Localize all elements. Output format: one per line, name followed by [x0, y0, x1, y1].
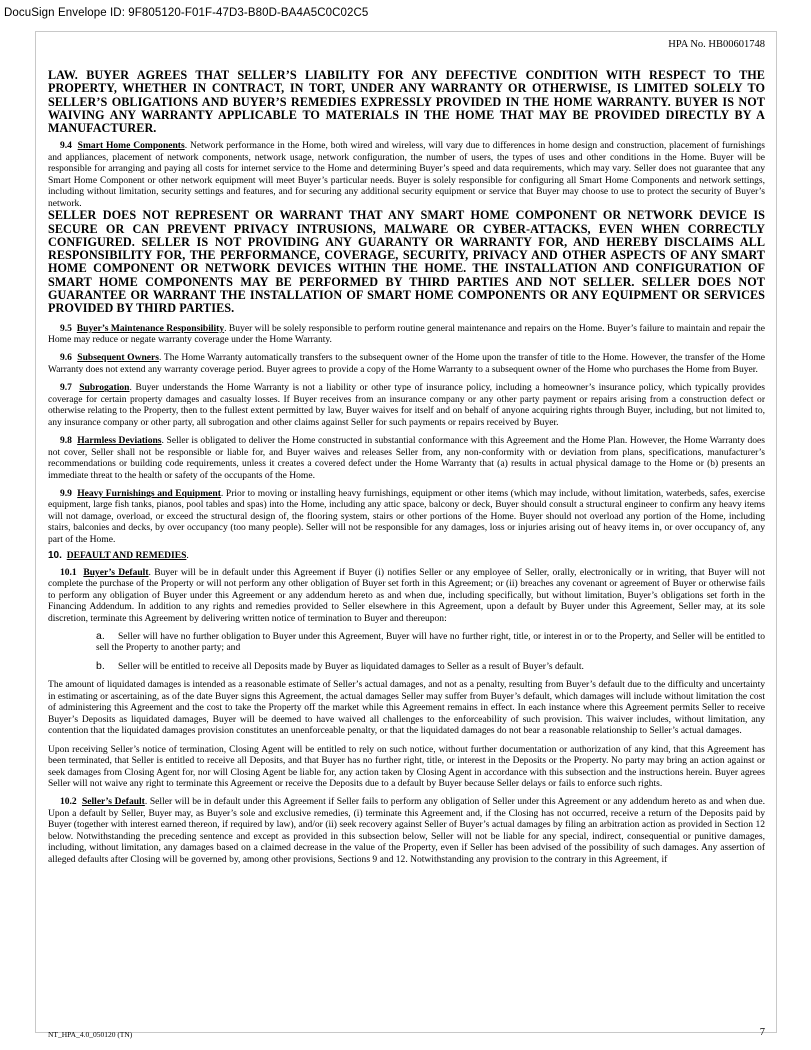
list-item-b	[48, 661, 765, 672]
section-9-8	[48, 435, 765, 481]
section-10-1	[48, 567, 765, 624]
form-id: NT_HPA_4.0_050120 (TN)	[48, 1030, 133, 1039]
section-number: 9.4	[60, 140, 72, 152]
liquidated-damages-paragraph: The amount of liquidated damages is intended as a reasonable estimate of Seller’s actual damages, and not as a penalty, resulting from Buyer’s default due to the difficulty and uncertainty in estimating or ascertaining, as of the date Buyer signs this Agreement, the actual damages Seller may suffer from Buyer’s default, which damages will include without limitation the cost of administering this Agreement and the cost to take the Property off the market while this Agreement remains in effect. In each instance where this Agreement permits Seller to receive Buyer’s Deposits as liquidated damages, Buyer will be deemed to have waived all challenges to the enforceability of such provision. This waiver includes, without limitation, any contention that the liquidated damages provision constitutes an unenforceable penalty, or that the liquidated damages do not bear a reasonable relationship to Seller’s actual damages.	[48, 679, 765, 737]
section-text: . Buyer understands the Home Warranty is not a liability or other type of insurance policy, including a homeowner’s insurance policy, which typically provides coverage for certain property damages and casualty losses. If Buyer receives from an insurance company or any other party payment or repairs arising from a construction defect or otherwise relating to the Property, then to the fullest extent permitted by law, Buyer waives for itself and on behalf of anyone acquiring rights through Buyer, including, but not limited to, any insurance company or other party, all subrogation and other claims against Seller for such payments or repairs received by Buyer.	[48, 382, 765, 428]
section-title: Seller’s Default	[81, 796, 145, 808]
section-heading-tail: .	[186, 550, 189, 562]
section-text: . Buyer will be in default under this Agreement if Buyer (i) notifies Seller or any employee of Seller, orally, electronically or in writing, that Buyer will not complete the purchase of the Property or will not perform any other obligation of Buyer set forth in this Agreement; or (ii) breaches any covenant or agreement of Buyer or otherwise fails to perform any obligation of Buyer under this Agreement or any addendum hereto as and when due, including specifically, but without limitation, Buyer’s obligations set forth in the Financing Addendum. In addition to any rights and remedies provided to Seller elsewhere in this Agreement, upon a default by Buyer under this Agreement, Seller may, at its sole discretion, terminate this Agreement by delivering written notice of termination to Buyer and thereupon:	[48, 566, 765, 624]
list-text: Seller will have no further obligation to Buyer under this Agreement, Buyer will have no further right, title, or interest in or to the Property, and Seller will be entitled to sell the Property to another party; and	[96, 631, 765, 654]
section-number: 9.6	[60, 352, 72, 364]
section-title: Heavy Furnishings and Equipment	[77, 488, 221, 500]
section-text: . Seller is obligated to deliver the Home constructed in substantial conformance with this Agreement and the Home Plan. However, the Home Warranty does not cover, Seller shall not be responsible or liable for, and Buyer waives and releases Seller from, any non-conformity with or deviation from plans, specifications, manufacturer’s recommendations or building code requirements, unless it creates a covered defect under the Home Warranty that (a) results in actual physical damage to the Home or (b) presents an immediate threat to the health or safety of the occupants of the Home.	[48, 435, 765, 481]
section-10-2	[48, 796, 765, 865]
closing-agent-paragraph: Upon receiving Seller’s notice of termination, Closing Agent will be entitled to rely on such notice, without further documentation or authorization of any kind, that this Agreement has been terminated, that Seller is entitled to receive all Deposits, and that Buyer has no further right, title, or interest in the Deposits or the Property. No party may bring an action against or seek damages from Closing Agent for, nor will Closing Agent be liable for, any action taken by Closing Agent in accordance with this subsection and the instructions herein. Buyer agrees Seller will not waive any right to terminate this Agreement or receive the Deposits due to a default by Buyer because Seller delays or fails to enforce such rights.	[48, 743, 765, 789]
section-9-9	[48, 488, 765, 545]
section-title: Harmless Deviations	[77, 435, 162, 447]
section-title: Subrogation	[79, 382, 130, 394]
list-text: Seller will be entitled to receive all Deposits made by Buyer as liquidated damages to Seller as a result of Buyer’s default.	[118, 660, 584, 672]
section-number: 10.2	[60, 796, 77, 808]
section-text: . Buyer will be solely responsible to perform routine general maintenance and repairs on the Home. Buyer’s failure to maintain and repair the Home may reduce or negate warranty coverage under the Home Warranty.	[48, 322, 765, 346]
section-text: . The Home Warranty automatically transfers to the subsequent owner of the Home upon the transfer of title to the Home. However, the transfer of the Home Warranty does not extend any warranty coverage period. Buyer agrees to provide a copy of the Home Warranty to a subsequent owner of the Home who purchases the Home from Buyer.	[48, 352, 766, 375]
smart-home-disclaimer-caps: SELLER DOES NOT REPRESENT OR WARRANT THAT ANY SMART HOME COMPONENT OR NETWORK DEVICE IS SECURE OR CAN PREVENT PRIVACY INTRUSIONS, MALWARE OR CYBER-ATTACKS, EVEN WHEN CORRECTLY CONFIGURED. SELLER IS NOT PROVIDING ANY GUARANTY OR WARRANTY FOR, AND HEREBY DISCLAIMS ALL RESPONSIBILITY FOR, THE PERFORMANCE, COVERAGE, SECURITY, PRIVACY AND OTHER ASPECTS OF ANY SMART HOME COMPONENT OR NETWORK DEVICES WITHIN THE HOME. THE INSTALLATION AND CONFIGURATION OF SMART HOME COMPONENTS MAY BE PERFORMED BY THIRD PARTIES AND NOT SELLER. SELLER DOES NOT GUARANTEE OR WARRANT THE INSTALLATION OF SMART HOME COMPONENTS OR ANY EQUIPMENT OR SERVICES PROVIDED BY THIRD PARTIES.	[48, 208, 765, 316]
section-title: Buyer’s Default	[83, 566, 149, 578]
list-label: a.	[96, 630, 105, 642]
section-title: Smart Home Components	[77, 140, 185, 152]
section-title: DEFAULT AND REMEDIES	[66, 550, 187, 562]
section-number: 9.8	[60, 435, 72, 447]
docusign-envelope-id: DocuSign Envelope ID: 9F805120-F01F-47D3-B80D-BA4A5C0C02C5	[4, 7, 369, 19]
section-number: 9.7	[60, 382, 72, 394]
section-text: . Seller will be in default under this Agreement if Seller fails to perform any obligation of Seller under this Agreement or any addendum hereto as and when due. Upon a default by Seller, Buyer may, as Buyer’s sole and exclusive remedies, (i) terminate this Agreement and, if the Closing has not occurred, receive a return of the Deposits paid by Buyer (together with interest earned thereon, if required by law), and/or (ii) seek recovery against Seller of Buyer’s actual damages by filing an arbitration action as provided in Section 12 below. Notwithstanding the preceding sentence and except as provided in this subsection below, Seller will not be liable for any special, indirect, consequential or punitive damages, including, without limitation, any damages based on a claimed decrease in the value of the Property, even if Seller has been advised of the possibility of such damages. Any assertion of alleged defaults after Closing will be governed by, among other provisions, Sections 9 and 12. Notwithstanding any provision to the contrary in this Agreement, if	[48, 796, 765, 865]
liability-disclaimer-caps: LAW. BUYER AGREES THAT SELLER’S LIABILITY FOR ANY DEFECTIVE CONDITION WITH RESPECT TO THE PROPERTY, WHETHER IN CONTRACT, IN TORT, UNDER ANY WARRANTY OR OTHERWISE, IS LIMITED SOLELY TO SELLER’S OBLIGATIONS AND BUYER’S REMEDIES EXPRESSLY PROVIDED IN THE HOME WARRANTY. BUYER IS NOT WAIVING ANY WARRANTY APPLICABLE TO MATERIALS IN THE HOME THAT MAY BE PROVIDED DIRECTLY BY A MANUFACTURER.	[48, 68, 765, 136]
section-text: . Prior to moving or installing heavy furnishings, equipment or other items (which may include, without limitation, waterbeds, safes, exercise equipment, large fish tanks, pianos, pool tables and spas) into the Home, including any attic space, balcony or deck, Buyer should consult a structural engineer to confirm any heavy items will not damage, overload, or exceed the structural design of, the flooring system, stairs or other portions of the Home. Buyer should not overload any portion of the Home, including stairs, balconies and decks, by over occupancy (too many people). Seller will not be responsible for any damages, loss or injuries arising out of heavy items in, or over occupancy of, any part of the Home.	[48, 488, 765, 545]
list-item-a	[48, 631, 765, 654]
page-number: 7	[759, 1027, 765, 1038]
section-number: 9.9	[60, 488, 72, 500]
section-9-5	[48, 323, 765, 346]
section-9-6	[48, 352, 765, 375]
list-label: b.	[96, 659, 105, 672]
document-body	[48, 69, 765, 865]
section-10-heading	[48, 550, 765, 561]
section-title: Subsequent Owners	[77, 352, 159, 364]
section-9-7	[48, 382, 765, 428]
hpa-number: HPA No. HB00601748	[668, 39, 765, 50]
section-number: 9.5	[60, 322, 72, 334]
section-number: 10.	[48, 550, 62, 562]
section-title: Buyer’s Maintenance Responsibility	[76, 322, 225, 334]
section-text: . Network performance in the Home, both wired and wireless, will vary due to differences in home design and construction, placement of furnishings and appliances, placement of network components, network usage, network configuration, the number of users, the types of uses and other conditions in the Home. Buyer will be responsible for arranging and paying all costs for internet service to the Home and determining Buyer’s speed and data requirements, which may vary. Seller does not guarantee that any Smart Home Component or other network equipment will meet Buyer’s particular needs. Buyer is solely responsible for configuring all Smart Home Components and network settings, including without limitation, security settings and features, and for securing any additional security equipment or service that Buyer may choose to use to protect the security of Buyer’s network.	[48, 140, 765, 209]
section-number: 10.1	[60, 566, 77, 578]
section-9-4	[48, 140, 765, 209]
